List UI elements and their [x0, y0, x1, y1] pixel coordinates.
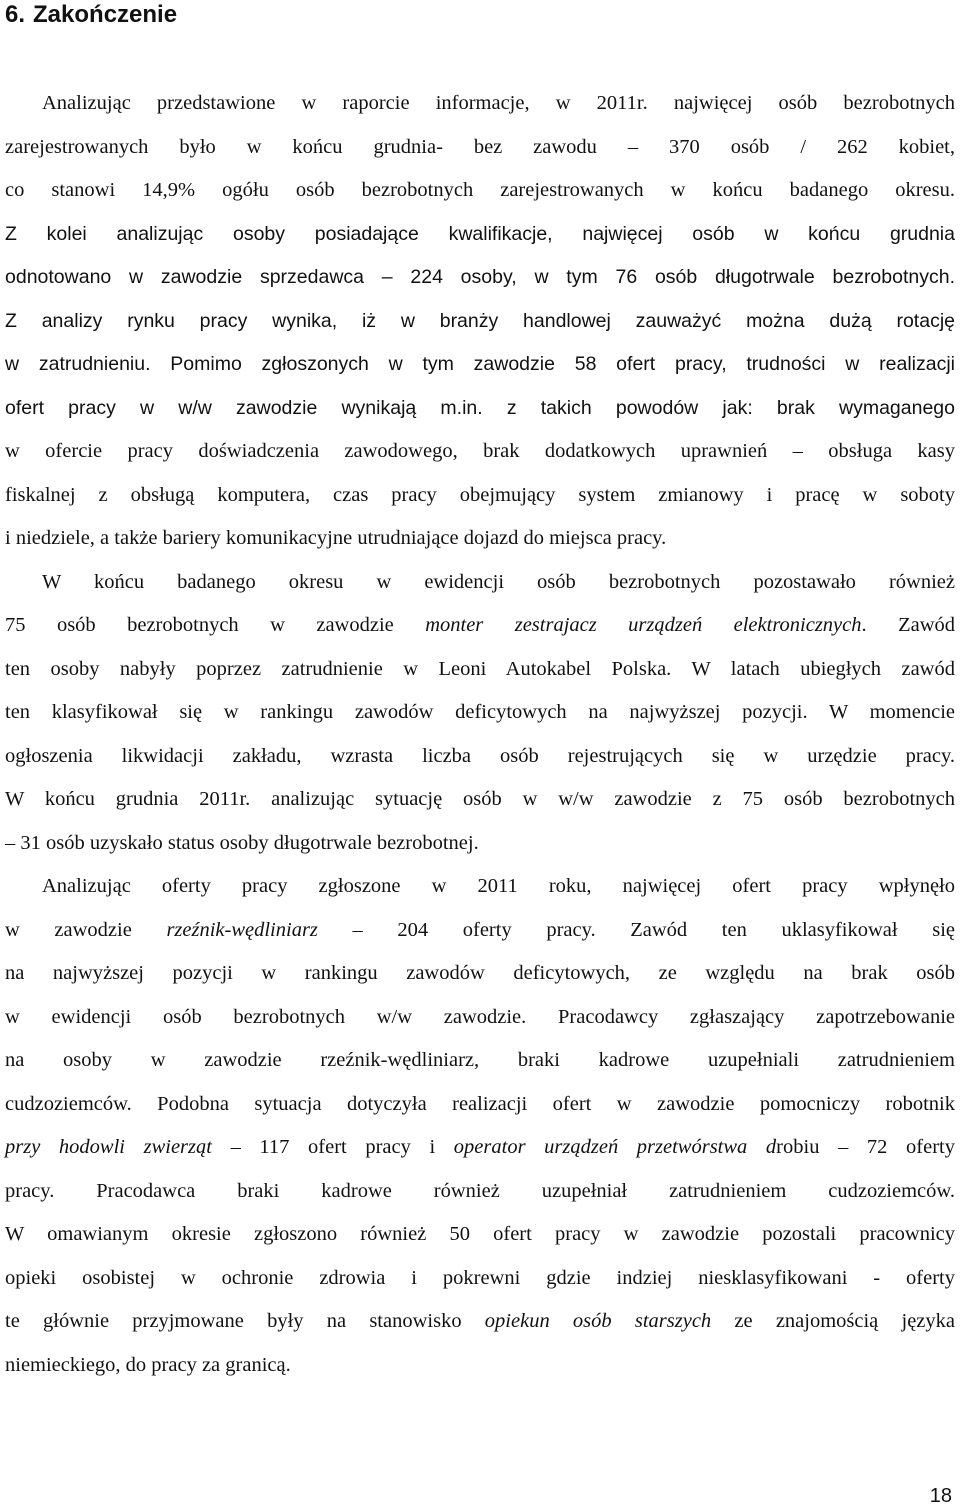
text-line: W omawianym okresie zgłoszono również 50 ofert pracy w zawodzie pozostali pracownicy: [5, 1223, 955, 1245]
line-part: 75 osób bezrobotnych w zawodzie: [5, 614, 426, 636]
line-part: – 204 oferty pracy. Zawód ten uklasyfikował się: [317, 918, 955, 941]
line-part: robiu – 72 oferty: [776, 1136, 955, 1158]
italic-occupation: opiekun osób starszych: [484, 1310, 712, 1332]
italic-occupation: operator urządzeń przetwórstwa d: [453, 1136, 777, 1158]
text-line: [5, 1300, 955, 1344]
italic-occupation: przy hodowli zwierząt: [5, 1136, 212, 1158]
line-part: w zawodzie: [5, 918, 167, 941]
section-title: Zakończenie: [33, 1, 178, 28]
text-line: niemieckiego, do pracy za granicą.: [5, 1353, 291, 1376]
paragraph-3: [5, 865, 955, 1387]
line-part: . Zawód: [861, 614, 956, 636]
text-line: i niedziele, a także bariery komunikacyjne utrudniające dojazd do miejsca pracy.: [5, 527, 667, 549]
text-line: Analizując przedstawione w raporcie informacje, w 2011r. najwięcej osób bezrobotnych: [42, 92, 955, 114]
text-line: w ofercie pracy doświadczenia zawodowego, brak dodatkowych uprawnień – obsługa kasy: [5, 440, 955, 462]
paragraph-1: [5, 82, 955, 561]
text-line: fiskalnej z obsługą komputera, czas pracy obejmujący system zmianowy i pracę w soboty: [5, 483, 955, 506]
line-part: te głównie przyjmowane były na stanowisko: [5, 1310, 485, 1332]
line-part: – 117 ofert pracy i: [211, 1136, 454, 1158]
text-line: W końcu badanego okresu w ewidencji osób bezrobotnych pozostawało również: [42, 570, 955, 593]
text-line: ogłoszenia likwidacji zakładu, wzrasta liczba osób rejestrujących się w urzędzie pracy.: [5, 744, 955, 767]
paragraph-2: [5, 561, 955, 866]
text-line: cudzoziemców. Podobna sytuacja dotyczyła realizacji ofert w zawodzie pomocniczy robotnik: [5, 1092, 955, 1115]
text-line: na najwyższej pozycji w rankingu zawodów deficytowych, ze względu na brak osób: [5, 962, 955, 984]
italic-occupation: rzeźnik-wędliniarz: [166, 918, 318, 941]
page-number: 18: [929, 1485, 952, 1507]
text-line: pracy. Pracodawca braki kadrowe również uzupełniał zatrudnieniem cudzoziemców.: [5, 1179, 955, 1202]
text-line: ofert pracy w w/w zawodzie wynikają m.in. z takich powodów jak: brak wymaganego: [5, 396, 955, 419]
text-line: odnotowano w zawodzie sprzedawca – 224 osoby, w tym 76 osób długotrwale bezrobotnych.: [5, 266, 955, 288]
text-line: opieki osobistej w ochronie zdrowia i pokrewni gdzie indziej niesklasyfikowani - oferty: [5, 1266, 955, 1289]
text-line: W końcu grudnia 2011r. analizując sytuację osób w w/w zawodzie z 75 osób bezrobotnych: [5, 788, 955, 810]
text-line: na osoby w zawodzie rzeźnik-wędliniarz, braki kadrowe uzupełniali zatrudnieniem: [5, 1049, 955, 1071]
text-line: Z kolei analizując osoby posiadające kwalifikacje, najwięcej osób w końcu grudnia: [5, 222, 955, 245]
text-line: [5, 604, 955, 648]
text-line: – 31 osób uzyskało status osoby długotrwale bezrobotnej.: [5, 831, 479, 854]
italic-occupation: monter zestrajacz urządzeń elektronicznych: [425, 614, 862, 636]
text-line: ten klasyfikował się w rankingu zawodów deficytowych na najwyższej pozycji. W momencie: [5, 701, 955, 723]
text-line: Z analizy rynku pracy wynika, iż w branży handlowej zauważyć można dużą rotację: [5, 309, 955, 332]
text-line: co stanowi 14,9% ogółu osób bezrobotnych zarejestrowanych w końcu badanego okresu.: [5, 179, 955, 201]
line-part: ze znajomością języka: [711, 1310, 955, 1332]
text-line: zarejestrowanych było w końcu grudnia- bez zawodu – 370 osób / 262 kobiet,: [5, 135, 955, 158]
text-line: Analizując oferty pracy zgłoszone w 2011 roku, najwięcej ofert pracy wpłynęło: [42, 875, 955, 897]
text-line: [5, 1126, 955, 1170]
text-line: w ewidencji osób bezrobotnych w/w zawodzie. Pracodawcy zgłaszający zapotrzebowanie: [5, 1005, 955, 1028]
body-text: [5, 82, 955, 1387]
text-line: [5, 909, 955, 953]
text-line: ten osoby nabyły poprzez zatrudnienie w Leoni Autokabel Polska. W latach ubiegłych zawód: [5, 657, 955, 680]
section-number: 6.: [5, 1, 26, 28]
section-heading: [5, 0, 177, 30]
text-line: w zatrudnieniu. Pomimo zgłoszonych w tym zawodzie 58 ofert pracy, trudności w realizacji: [5, 353, 955, 375]
